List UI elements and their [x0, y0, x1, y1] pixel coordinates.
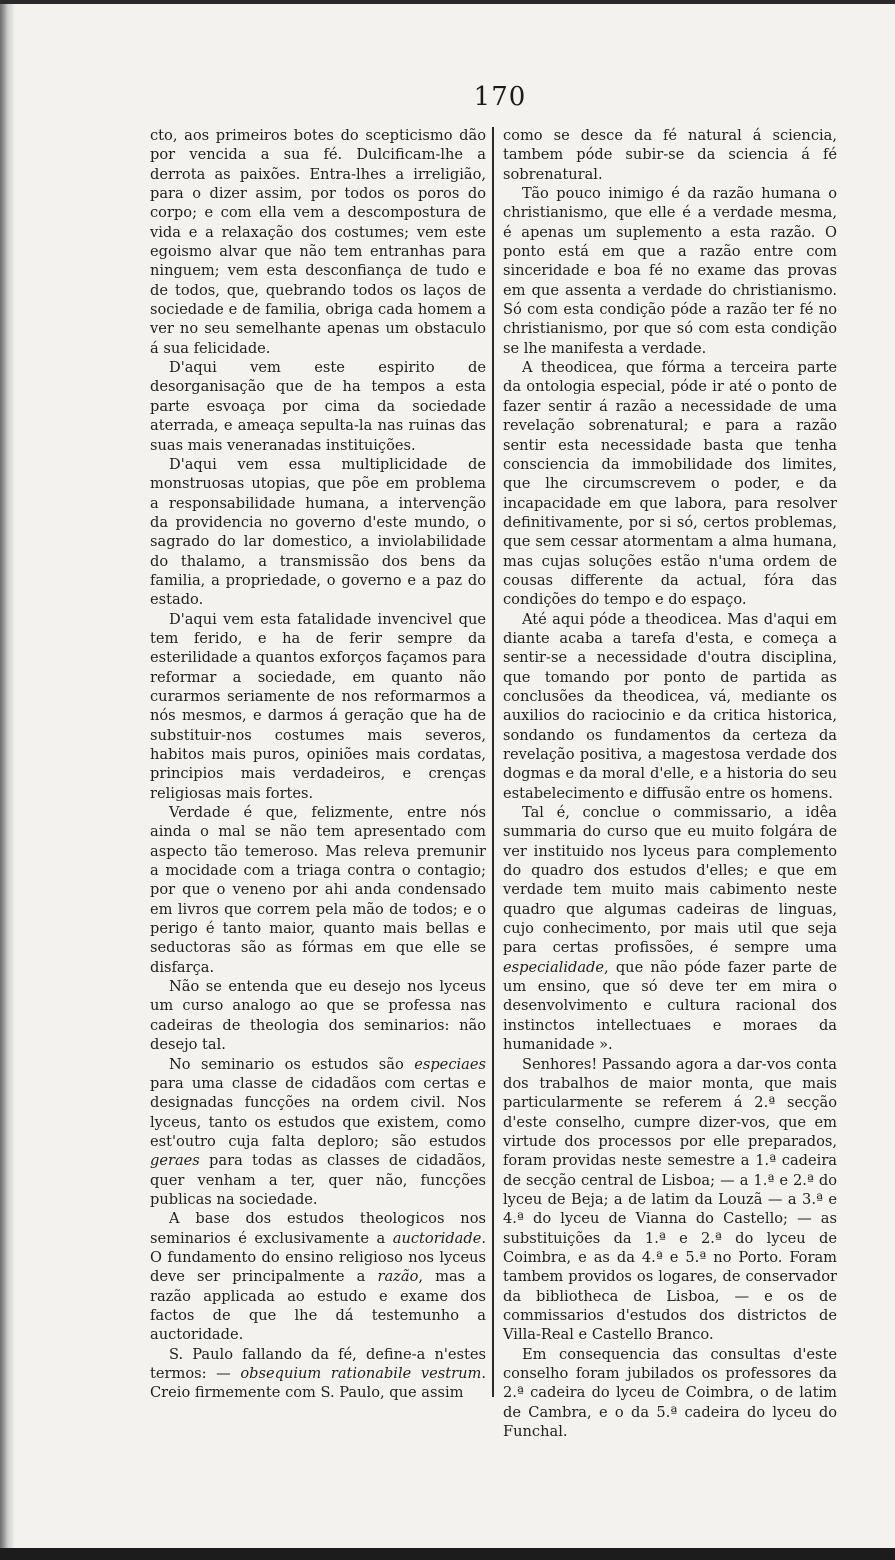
italic-term: auctoridade	[392, 1229, 482, 1247]
left-paragraph: A base dos estudos theologicos nos seminarios é exclusivamente a auctoridade. O fundamento do ensino religioso nos lyceus deve ser principalmente a razão, mas a razão applicada ao estudo e exame dos factos de que lhe dá testemunho a auctoridade.	[150, 1210, 486, 1344]
right-column	[503, 126, 837, 1441]
italic-term: geraes	[150, 1152, 200, 1170]
left-paragraph: No seminario os estudos são especiaes para uma classe de cidadãos com certas e designadas funcções na ordem civil. Nos lyceus, tanto os estudos que existem, como est'outro cuja falta deploro; são estudos geraes para todas as classes de cidadãos, quer venham a ter, quer não, funcções publicas na sociedade.	[150, 1055, 486, 1208]
right-paragraph: Tal é, conclue o commissario, a idêa summaria do curso que eu muito folgára de ver instituido nos lyceus para complemento do quadro dos estudos d'elles; e que em verdade tem muito mais cabimento neste quadro que algumas cadeiras de linguas, cujo conhecimento, por mais util que seja para certas profissões, é sempre uma especialidade, que não póde fazer parte de um ensino, que só deve ter em mira o desenvolvimento e cultura racional dos instinctos intellectuaes e moraes da humanidade ».	[503, 804, 837, 1054]
page-binding-edge	[0, 4, 14, 1548]
scan-bottom-edge	[0, 1548, 895, 1560]
right-paragraph: Em consequencia das consultas d'este conselho foram jubilados os professores da 2.ª cadeira do lyceu de Coimbra, o de latim de Cambra, e o da 5.ª cadeira do lyceu do Funchal.	[503, 1345, 837, 1441]
column-divider	[492, 127, 494, 1397]
right-paragraph: Até aqui póde a theodicea. Mas d'aqui em diante acaba a tarefa d'esta, e começa a sentir-se a necessidade d'outra disciplina, que tomando por ponto de partida as conclusões da theodicea, vá, mediante os auxilios do raciocinio e da critica historica, sondando os fundamentos da certeza da revelação positiva, a magestosa verdade dos dogmas e da moral d'elle, e a historia do seu estabelecimento e diffusão entre os homens.	[503, 610, 837, 802]
left-paragraph: D'aqui vem essa multiplicidade de monstruosas utopias, que põe em problema a responsabilidade humana, a intervenção da providencia no governo d'este mundo, o sagrado do lar domestico, a inviolabilidade do thalamo, a transmissão dos bens da familia, a propriedade, o governo e a paz do estado.	[150, 455, 486, 609]
page-number: 170	[473, 82, 527, 112]
italic-term: especialidade	[503, 958, 605, 976]
italic-term: obsequium rationabile vestrum	[240, 1365, 482, 1382]
left-paragraph: D'aqui vem este espirito de desorganisação que de ha tempos a esta parte esvoaça por cima da sociedade aterrada, e ameaça sepulta-la nas ruinas das suas mais veneranadas instituições.	[150, 359, 486, 454]
right-paragraph: Tão pouco inimigo é da razão humana o christianismo, que elle é a verdade mesma, é apenas um suplemento a esta razão. O ponto está em que a razão entre com sinceridade e boa fé no exame das provas em que assenta a verdade do christianismo. Só com esta condição póde a razão ter fé no christianismo, por que só com esta condição se lhe manifesta a verdade.	[503, 185, 837, 357]
right-paragraph: como se desce da fé natural á sciencia, tambem póde subir-se da sciencia á fé sobrenatural.	[503, 127, 837, 183]
right-paragraph: Senhores! Passando agora a dar-vos conta dos trabalhos de maior monta, que mais particularmente se referem á 2.ª secção d'este conselho, cumpre dizer-vos, que em virtude dos processos por elle preparados, foram providas neste semestre a 1.ª cadeira de secção central de Lisboa; — a 1.ª e 2.ª do lyceu de Beja; a de latim da Louzã — a 3.ª e 4.ª do lyceu de Vianna do Castello; — as substituições da 1.ª e 2.ª do lyceu de Coimbra, e as da 4.ª e 5.ª no Porto. Foram tambem providos os logares, de conservador da bibliotheca de Lisboa, — e os de commissarios d'estudos dos districtos de Villa-Real e Castello Branco.	[503, 1055, 837, 1344]
italic-term: especiaes	[414, 1055, 486, 1073]
left-paragraph: S. Paulo fallando da fé, define-a n'estes termos: — obsequium rationabile vestrum. Creio firmemente com S. Paulo, que assim	[150, 1345, 486, 1402]
left-paragraph: Não se entenda que eu desejo nos lyceus um curso analogo ao que se professa nas cadeiras de theologia dos seminarios: não desejo tal.	[150, 978, 486, 1054]
left-paragraph: Verdade é que, felizmente, entre nós ainda o mal se não tem apresentado com aspecto tão temeroso. Mas releva premunir a mocidade com a triaga contra o contagio; por que o veneno por ahi anda condensado em livros que correm pela mão de todos; e o perigo é tanto maior, quanto mais bellas e seductoras são as fórmas em que elle se disfarça.	[150, 804, 486, 976]
right-paragraph: A theodicea, que fórma a terceira parte da ontologia especial, póde ir até o ponto de fazer sentir á razão a necessidade de uma revelação sobrenatural; e para a razão sentir esta necessidade basta que tenha consciencia da immobilidade dos limites, que lhe circumscrevem o poder, e da incapacidade em que labora, para resolver definitivamente, por si só, certos problemas, que sem cessar atormentam a alma humana, mas cujas soluções estão n'uma ordem de cousas differente da actual, fóra das condições do tempo e do espaço.	[503, 359, 837, 609]
italic-term: razão	[377, 1268, 419, 1286]
left-paragraph: D'aqui vem esta fatalidade invencivel que tem ferido, e ha de ferir sempre da esterilidade a quantos exforços façamos para reformar a sociedade, em quanto não curarmos seriamente de nos reformarmos a nós mesmos, e darmos á geração que ha de substituir-nos costumes mais severos, habitos mais puros, opiniões mais cordatas, principios mais verdadeiros, e crenças religiosas mais fortes.	[150, 610, 486, 802]
left-column	[150, 126, 486, 1403]
left-paragraph: cto, aos primeiros botes do scepticismo dão por vencida a sua fé. Dulcificam-lhe a derrota as paixões. Entra-lhes a irreligião, para o dizer assim, por todos os poros do corpo; e com ella vem a descompostura de vida e a relaxação dos costumes; vem este egoismo alvar que não tem entranhas para ninguem; vem esta desconfiança de tudo e de todos, que, quebrando todos os laços de sociedade e de familia, obriga cada homem a ver no seu semelhante apenas um obstaculo á sua felicidade.	[150, 127, 486, 357]
